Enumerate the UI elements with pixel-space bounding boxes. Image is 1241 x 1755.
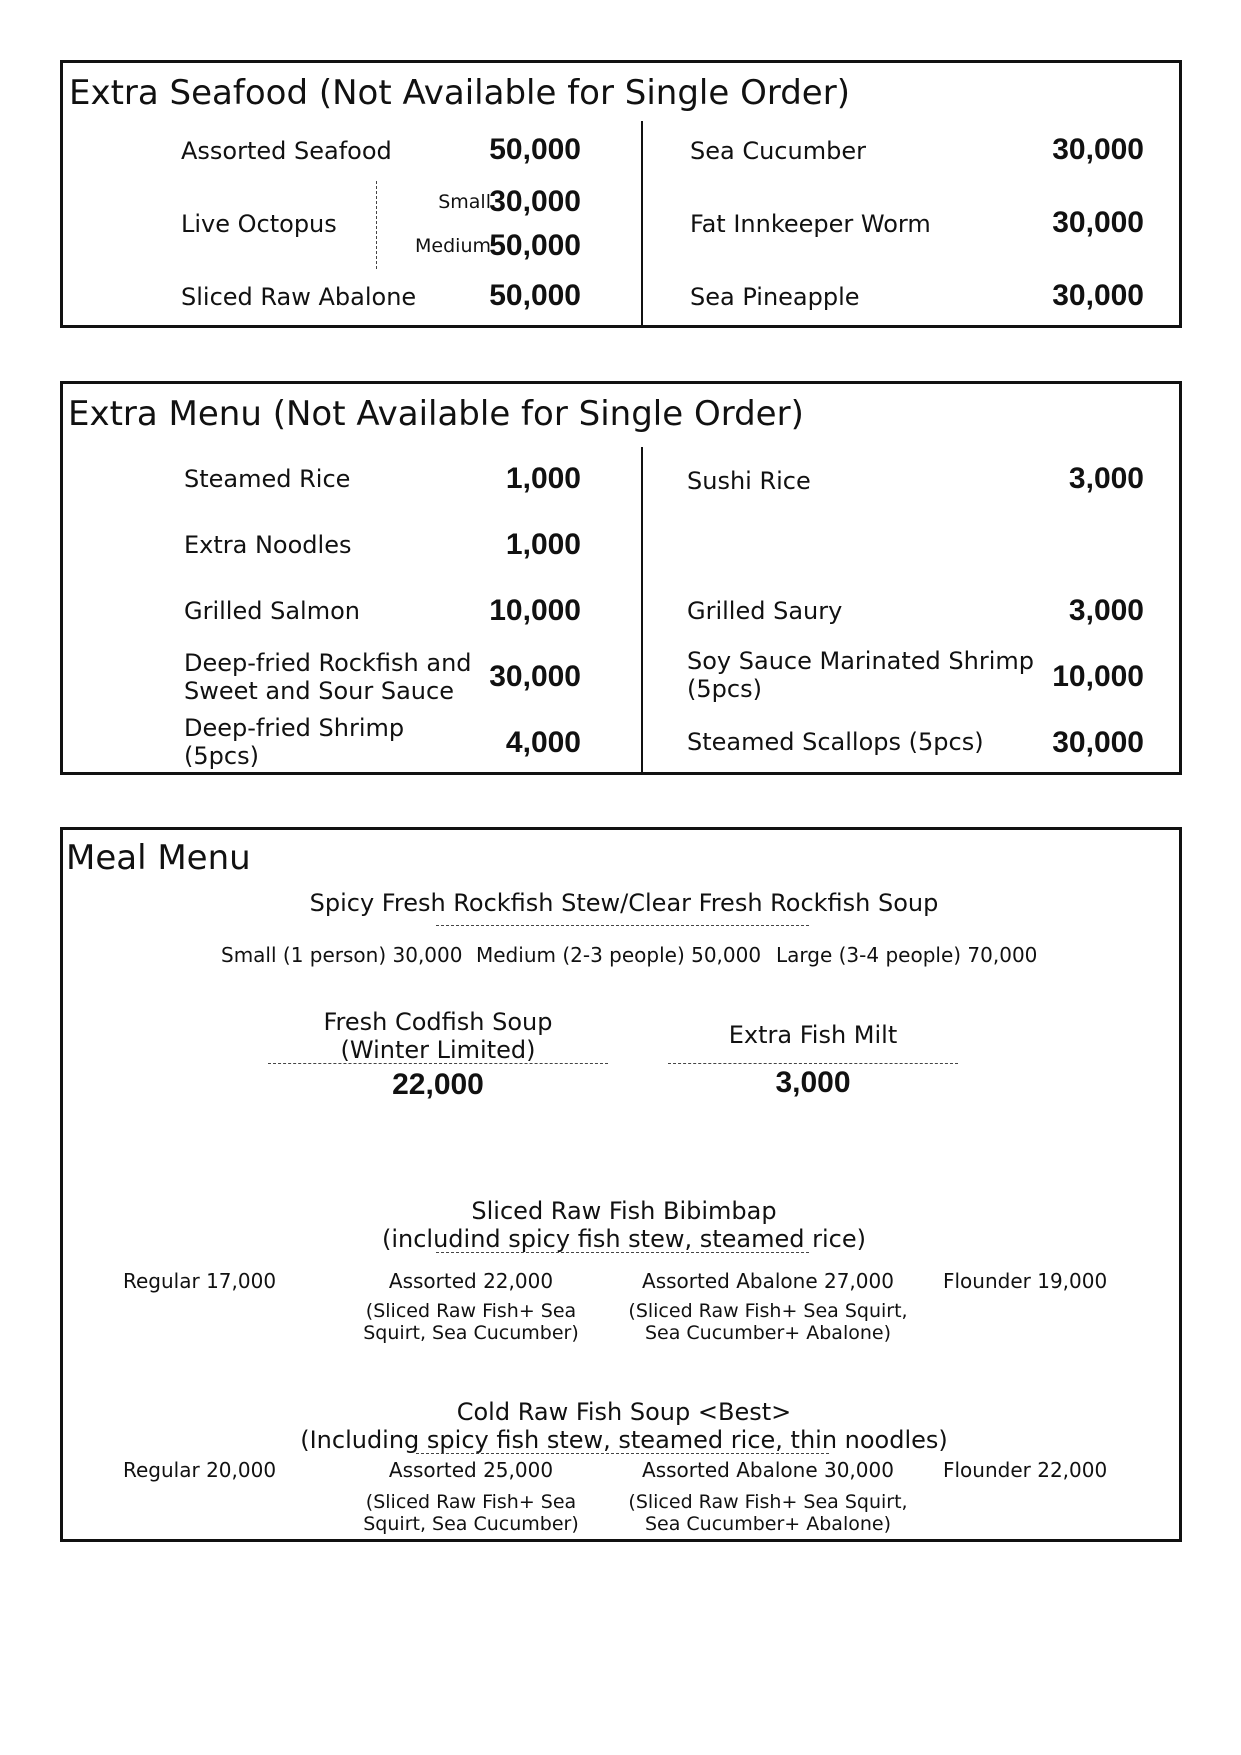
menu-item-price: 4,000 [505,726,581,759]
menu-item-price: 30,000 [1052,279,1144,312]
bibimbap-abalone-note: (Sliced Raw Fish+ Sea Squirt, [628,1300,908,1322]
menu-item-name: Assorted Seafood [181,137,392,165]
size-label: Small [438,191,491,213]
cold-soup-option-assorted: Assorted 25,000 [388,1458,554,1482]
menu-item-price: 50,000 [489,133,581,166]
bibimbap-option-flounder: Flounder 19,000 [943,1269,1108,1293]
milt-price: 3,000 [775,1066,851,1099]
menu-item-price: 10,000 [1052,660,1144,693]
bibimbap-abalone-note: Sea Cucumber+ Abalone) [644,1322,891,1344]
codfish-price: 22,000 [392,1068,484,1101]
meal-menu-title: Meal Menu [66,838,251,878]
extra-menu-section [60,381,1182,775]
meal-menu-section [60,827,1182,1542]
menu-item-name: Soy Sauce Marinated Shrimp [687,647,1034,675]
column-divider [641,447,643,775]
menu-item-name: Deep-fried Rockfish and [184,649,472,677]
menu-item-price: 30,000 [1052,206,1144,239]
menu-item-name: (5pcs) [184,742,259,770]
menu-item-price: 30,000 [1052,726,1144,759]
menu-item-name: Steamed Scallops (5pcs) [687,728,984,756]
extra-seafood-title: Extra Seafood (Not Available for Single Order) [69,73,850,113]
cold-soup-abalone-note: (Sliced Raw Fish+ Sea Squirt, [628,1491,908,1513]
cold-soup-subtitle: (Including spicy fish stew, steamed rice, thin noodles) [300,1426,948,1454]
bibimbap-underline [436,1252,809,1253]
menu-item-price: 1,000 [505,462,581,495]
cold-soup-option-flounder: Flounder 22,000 [943,1458,1108,1482]
stew-size-large: Large (3-4 people) 70,000 [776,943,1038,967]
column-divider [641,121,643,328]
menu-item-name: Live Octopus [181,210,337,238]
size-label: Medium [415,235,491,257]
cold-soup-title: Cold Raw Fish Soup <Best> [456,1398,792,1426]
cold-soup-abalone-note: Sea Cucumber+ Abalone) [644,1513,891,1535]
menu-item-name: Grilled Saury [687,597,843,625]
bibimbap-assorted-note: Squirt, Sea Cucumber) [363,1322,579,1344]
menu-item-price: 3,000 [1068,594,1144,627]
stew-underline [436,925,809,926]
menu-item-price: 50,000 [489,279,581,312]
stew-size-medium: Medium (2-3 people) 50,000 [476,943,762,967]
menu-item-price: 50,000 [489,229,581,262]
bibimbap-option-regular: Regular 17,000 [123,1269,277,1293]
menu-item-name: Fat Innkeeper Worm [690,210,931,238]
menu-item-name: Grilled Salmon [184,597,360,625]
menu-item-name: Sliced Raw Abalone [181,283,417,311]
cold-soup-option-regular: Regular 20,000 [123,1458,277,1482]
milt-underline [668,1063,958,1064]
size-divider [376,181,377,269]
bibimbap-title: Sliced Raw Fish Bibimbap [471,1197,777,1225]
extra-menu-title: Extra Menu (Not Available for Single Order) [68,394,804,434]
codfish-subtitle: (Winter Limited) [340,1036,536,1064]
extra-seafood-section [60,60,1182,328]
cold-soup-assorted-note: (Sliced Raw Fish+ Sea [365,1491,577,1513]
milt-title: Extra Fish Milt [728,1021,898,1049]
menu-item-price: 30,000 [489,660,581,693]
menu-item-name: Sea Pineapple [690,283,860,311]
menu-item-price: 3,000 [1068,462,1144,495]
bibimbap-option-assorted: Assorted 22,000 [388,1269,554,1293]
menu-item-name: Sea Cucumber [690,137,866,165]
bibimbap-assorted-note: (Sliced Raw Fish+ Sea [365,1300,577,1322]
stew-title: Spicy Fresh Rockfish Stew/Clear Fresh Rockfish Soup [309,889,939,917]
cold-soup-underline [416,1453,829,1454]
codfish-title: Fresh Codfish Soup [323,1008,553,1036]
menu-item-price: 10,000 [489,594,581,627]
bibimbap-subtitle: (includind spicy fish stew, steamed rice) [381,1225,866,1253]
cold-soup-option-abalone: Assorted Abalone 30,000 [642,1458,894,1482]
stew-size-small: Small (1 person) 30,000 [221,943,463,967]
bibimbap-option-abalone: Assorted Abalone 27,000 [642,1269,894,1293]
menu-item-name: Deep-fried Shrimp [184,714,405,742]
menu-item-price: 30,000 [489,185,581,218]
menu-item-name: Sushi Rice [687,467,811,495]
codfish-underline [268,1063,608,1064]
menu-item-name: (5pcs) [687,675,762,703]
menu-item-price: 1,000 [505,528,581,561]
menu-item-name: Steamed Rice [184,465,351,493]
cold-soup-assorted-note: Squirt, Sea Cucumber) [363,1513,579,1535]
menu-item-price: 30,000 [1052,133,1144,166]
menu-item-name: Sweet and Sour Sauce [184,677,454,705]
menu-item-name: Extra Noodles [184,531,352,559]
